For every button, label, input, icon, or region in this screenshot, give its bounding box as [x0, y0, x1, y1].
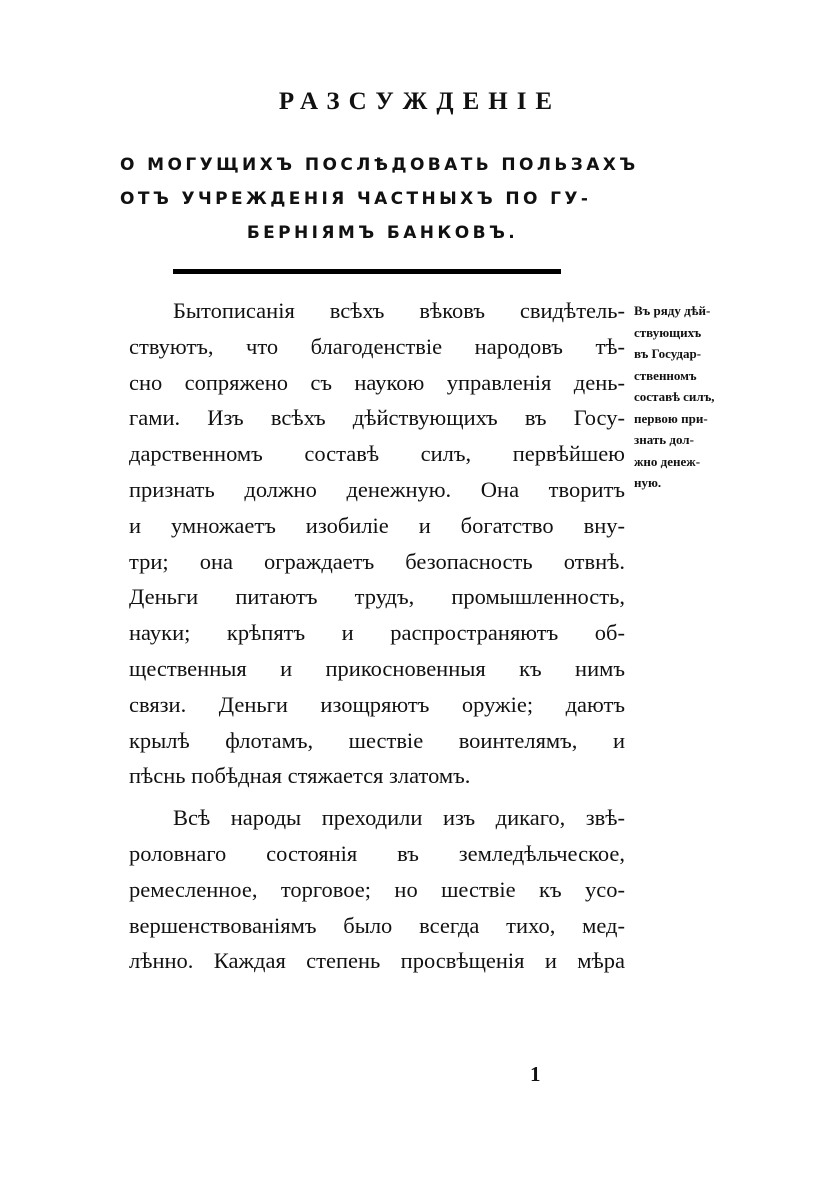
subtitle-line: ОТЪ УЧРЕЖДЕНІЯ ЧАСТНЫХЪ ПО ГУ-: [120, 189, 592, 209]
body-text: [129, 293, 625, 979]
margin-note-line: Въ ряду дѣй-: [634, 303, 711, 318]
paragraph-1: [129, 293, 625, 794]
margin-note-line: ствующихъ: [634, 324, 702, 340]
text-line: сно сопряжено съ наукою управленія день-: [129, 369, 625, 395]
paragraph-2: [129, 800, 625, 979]
subtitle: [120, 148, 645, 250]
margin-note-line: первою при-: [634, 410, 708, 426]
title-divider: [173, 269, 561, 274]
page-number: 1: [530, 1062, 541, 1086]
margin-note-line: составѣ силъ,: [634, 389, 715, 404]
text-line: щественныя и прикосновенныя къ нимъ: [129, 655, 625, 681]
text-line: науки; крѣпятъ и распространяютъ об-: [129, 620, 625, 646]
margin-note-line: въ Государ-: [634, 346, 702, 361]
text-line: Бытописанія всѣхъ вѣковъ свидѣтель-: [173, 298, 625, 323]
text-line: связи. Деньги изощряютъ оружіе; даютъ: [129, 691, 625, 717]
text-line: признать должно денежную. Она творитъ: [129, 476, 625, 502]
text-line: Всѣ народы преходили изъ дикаго, звѣ-: [173, 805, 625, 831]
subtitle-line: О МОГУЩИХЪ ПОСЛѢДОВАТЬ ПОЛЬЗАХЪ: [120, 155, 639, 175]
margin-note-line: ную.: [634, 475, 662, 490]
text-line: крылѣ флотамъ, шествіе воинтелямъ, и: [129, 727, 625, 753]
page-title: РАЗСУЖДЕНІЕ: [278, 88, 562, 115]
text-line: ствуютъ, что благоденствіе народовъ тѣ-: [129, 333, 625, 359]
text-line: Деньги питаютъ трудъ, промышленность,: [129, 584, 625, 610]
margin-note-line: ственномъ: [634, 367, 697, 383]
text-line: три; она ограждаетъ безопасность отвнѣ.: [129, 548, 625, 574]
text-line: дарственномъ составѣ силъ, первѣйшею: [129, 441, 625, 467]
subtitle-line: БЕРНІЯМЪ БАНКОВЪ.: [246, 223, 519, 243]
margin-note-line: жно денеж-: [634, 453, 701, 469]
text-line: пѣснь побѣдная стяжается златомъ.: [129, 763, 471, 789]
text-line: роловнаго состоянія въ земледѣльческое,: [129, 840, 625, 866]
margin-note: [634, 300, 766, 494]
text-line: и умножаетъ изобиліе и богатство вну-: [129, 512, 625, 538]
text-line: гами. Изъ всѣхъ дѣйствующихъ въ Госу-: [129, 405, 625, 431]
text-line: вершенствованіямъ было всегда тихо, мед-: [129, 912, 625, 938]
text-line: ремесленное, торговое; но шествіе къ усо-: [129, 876, 625, 902]
margin-note-line: знать дол-: [634, 432, 694, 447]
text-line: лѣнно. Каждая степень просвѣщенія и мѣра: [129, 948, 625, 974]
